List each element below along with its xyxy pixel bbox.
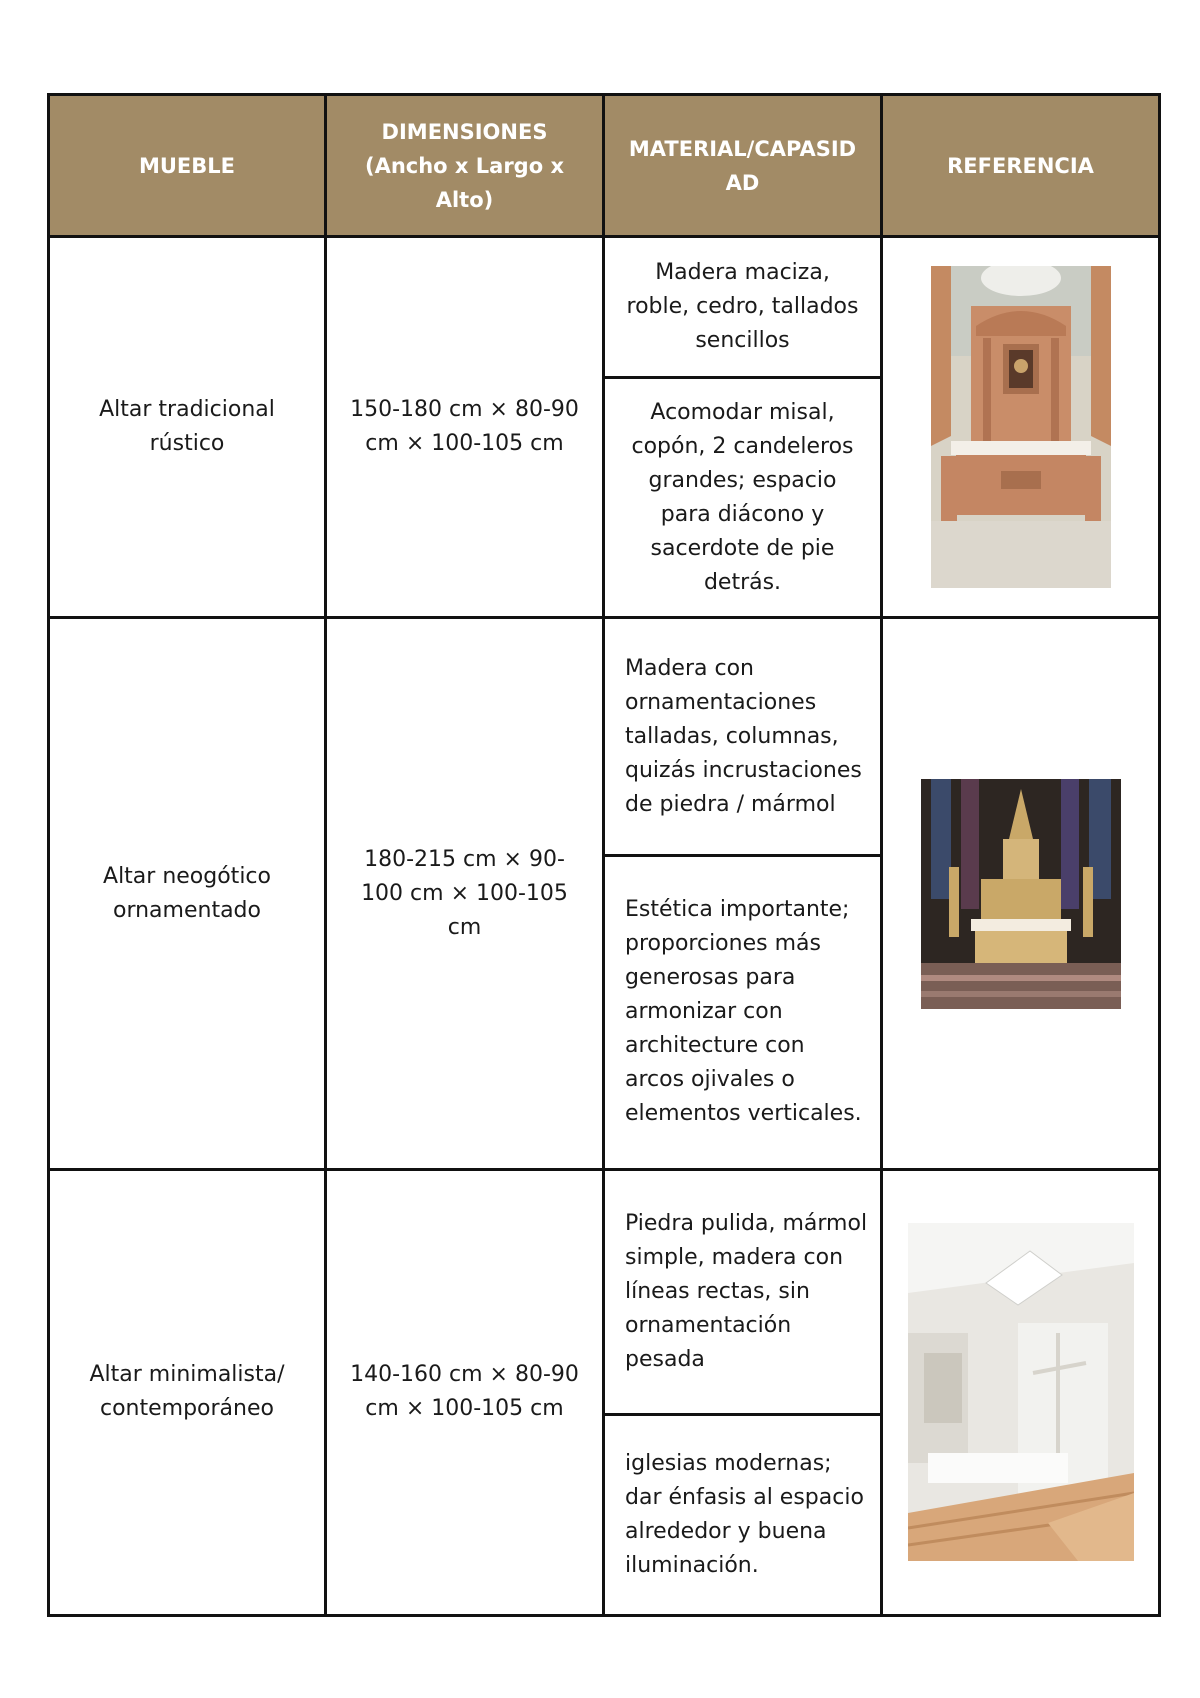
cell-referencia <box>882 1169 1160 1615</box>
header-material: MATERIAL/CAPASIDAD <box>604 95 882 237</box>
cell-referencia <box>882 237 1160 618</box>
header-mueble: MUEBLE <box>49 95 326 237</box>
cell-mueble: Altar neogótico ornamentado <box>49 618 326 1169</box>
cell-mueble: Altar tradicional rústico <box>49 237 326 618</box>
cell-dimensiones: 140-160 cm × 80-90 cm × 100-105 cm <box>326 1169 604 1615</box>
header-referencia: REFERENCIA <box>882 95 1160 237</box>
furniture-table <box>47 93 1161 1617</box>
cell-dimensiones: 180-215 cm × 90-100 cm × 100-105 cm <box>326 618 604 1169</box>
cell-referencia <box>882 618 1160 1169</box>
cell-capacidad: Estética importante; proporciones más generosas para armonizar con architecture con arcos ojivales o elementos verticales. <box>604 855 882 1169</box>
table-row <box>49 1169 1160 1415</box>
cell-mueble: Altar minimalista/ contemporáneo <box>49 1169 326 1615</box>
header-row <box>49 95 1160 237</box>
table-row <box>49 618 1160 856</box>
neogothic-altar-photo <box>921 779 1121 1009</box>
cell-material: Madera con ornamentaciones talladas, columnas, quizás incrustaciones de piedra / mármol <box>604 618 882 856</box>
traditional-altar-photo <box>931 266 1111 588</box>
cell-dimensiones: 150-180 cm × 80-90 cm × 100-105 cm <box>326 237 604 618</box>
header-dimensiones: DIMENSIONES (Ancho x Largo x Alto) <box>326 95 604 237</box>
table-row <box>49 237 1160 377</box>
cell-capacidad: Acomodar misal, copón, 2 candeleros grandes; espacio para diácono y sacerdote de pie detrás. <box>604 377 882 618</box>
minimalist-altar-photo <box>908 1223 1134 1561</box>
cell-material: Madera maciza, roble, cedro, tallados sencillos <box>604 237 882 377</box>
cell-material: Piedra pulida, mármol simple, madera con líneas rectas, sin ornamentación pesada <box>604 1169 882 1415</box>
cell-capacidad: iglesias modernas; dar énfasis al espacio alrededor y buena iluminación. <box>604 1415 882 1616</box>
